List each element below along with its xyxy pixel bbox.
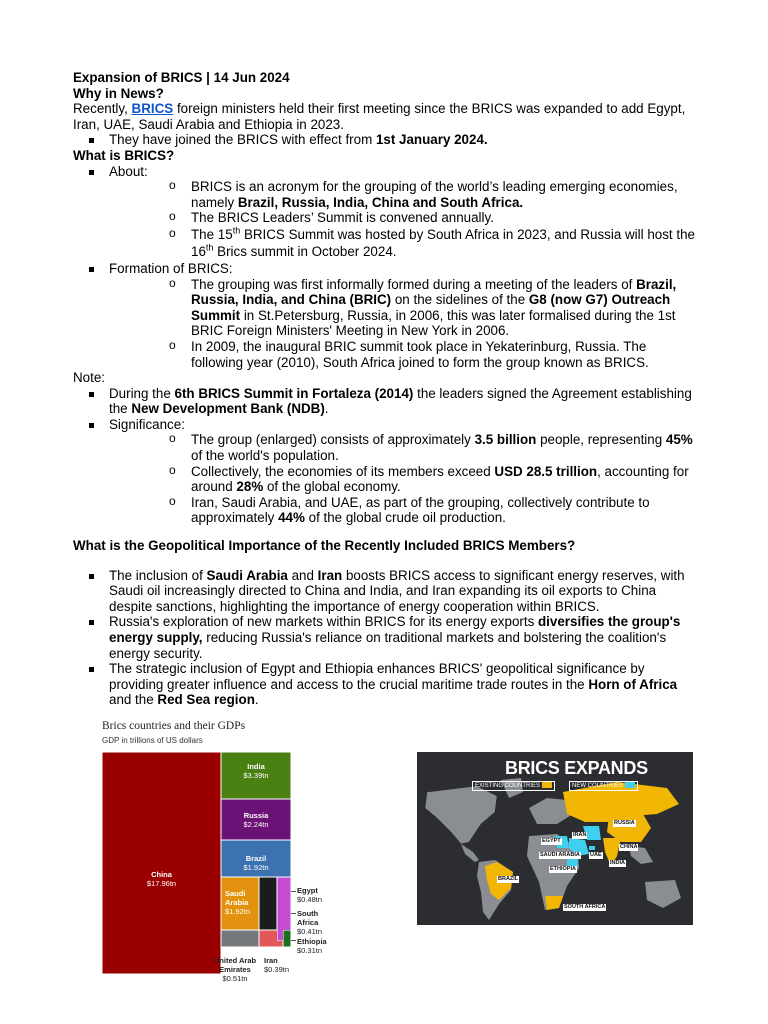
treemap-label-south-africa: South Africa $0.41tn — [297, 909, 323, 936]
central-america-shape — [461, 844, 479, 862]
geo-heading: What is the Geopolitical Importance of the Recently Included BRICS Members? — [73, 538, 576, 554]
list-item: o In 2009, the inaugural BRIC summit took place in Yekaterinburg, Russia. The following year (2010), South Africa joined to form the group known as BRICS. — [145, 339, 698, 370]
treemap-value: $17.96tn — [146, 879, 177, 888]
existing-swatch-icon — [542, 782, 552, 788]
map-label-south-africa: SOUTH AFRICA — [564, 904, 606, 910]
map-label-china: CHINA — [620, 844, 638, 850]
treemap-connector — [291, 940, 296, 941]
treemap-value: $1.92tn — [225, 907, 251, 916]
map-label-saudi-arabia: SAUDI ARABIA — [540, 852, 580, 858]
list-item: o The group (enlarged) consists of approximately 3.5 billion people, representing 45% of the world's population. — [145, 432, 698, 463]
map-label-egypt: EGYPT — [542, 838, 561, 844]
list-item: o BRICS is an acronym for the grouping of the world’s leading emerging economies, namely Brazil, Russia, India, China and South Africa. — [145, 179, 698, 210]
list-item: During the 6th BRICS Summit in Fortaleza (2014) the leaders signed the Agreement establishing the New Development Bank (NDB). — [73, 386, 698, 417]
treemap-name: India — [247, 762, 265, 771]
list-item: Significance: o The group (enlarged) consists of approximately 3.5 billion people, representing 45% of the world's population. o Collectively, the economies of its members exceed USD 28.5 trillion, accounting for around 28% of the global economy. o Iran, Saudi Arabia, and UAE, as part of the grouping, collectively contribute to approximately 44% of the global crude oil production. — [73, 417, 698, 526]
list-item: They have joined the BRICS with effect from 1st January 2024. — [73, 132, 698, 148]
why-heading: Why in News? — [73, 85, 164, 101]
treemap-label-egypt: Egypt $0.48tn — [297, 886, 323, 904]
list-item: o The BRICS Leaders’ Summit is convened annually. — [145, 210, 698, 226]
treemap-value: $1.92tn — [243, 863, 269, 872]
why-list — [73, 132, 698, 148]
treemap-connector — [291, 913, 296, 914]
brics-link[interactable]: BRICS — [131, 101, 174, 117]
chart-title: Brics countries and their GDPs — [102, 720, 246, 732]
treemap-value: $2.24tn — [243, 820, 269, 829]
chart-subtitle: GDP in trillions of US dollars — [102, 736, 203, 745]
treemap-cell-brazil — [221, 840, 291, 877]
treemap-connector — [291, 891, 296, 892]
document-body — [73, 70, 698, 708]
legend-existing: EXISTING COUNTRIES — [472, 781, 555, 791]
list-item: o Iran, Saudi Arabia, and UAE, as part of the grouping, collectively contribute to approximately 44% of the global crude oil production. — [145, 495, 698, 526]
list-item: Formation of BRICS: o The grouping was first informally formed during a meeting of the leaders of Brazil, Russia, India, and China (BRIC) on the sidelines of the G8 (now G7) Outreach Summit in St.Petersburg, Russia, in 2006, this was later formalised during the 1st BRIC Foreign Ministers' Meeting in New York in 2006. o In 2009, the inaugural BRIC summit took place in Yekaterinburg, Russia. The following year (2010), South Africa joined to form the group known as BRICS. — [73, 261, 698, 370]
list-item: The strategic inclusion of Egypt and Ethiopia enhances BRICS' geopolitical significance by providing greater influence and access to the crucial maritime trade routes in the Horn of Africa and the Red Sea region. — [73, 661, 698, 708]
legend-new: NEW COUNTRIES — [569, 781, 638, 791]
treemap-name: China — [151, 870, 172, 879]
treemap-cell-ethiopia — [283, 930, 291, 947]
gdp-treemap — [102, 718, 342, 988]
note-list — [73, 386, 698, 526]
list-item: o Collectively, the economies of its members exceed USD 28.5 trillion, accounting for around 28% of the global economy. — [145, 464, 698, 495]
map-label-brazil: BRAZIL — [498, 876, 519, 882]
doc-title: Expansion of BRICS | 14 Jun 2024 — [73, 70, 290, 85]
treemap-label-iran: Iran $0.39tn — [264, 956, 290, 974]
treemap-cell-saudi-arabia: Saudi Arabia $1.92tn — [221, 877, 259, 930]
what-list — [73, 164, 698, 371]
treemap-cell-egypt — [259, 877, 277, 930]
map-label-uae: UAE — [590, 852, 602, 858]
treemap-label-ethiopia: Ethiopia $0.31tn — [297, 937, 327, 955]
treemap-cell-united-arab-emirates — [221, 930, 259, 947]
list-item: The inclusion of Saudi Arabia and Iran boosts BRICS access to significant energy reserves, with Saudi oil increasingly directed to China and India, and Iran expanding its oil exports to China despite sanctions, highlighting the importance of energy cooperation within BRICS. — [73, 568, 698, 615]
map-label-ethiopia: ETHIOPIA — [550, 866, 576, 872]
treemap-label-united-arab-emirates: United Arab Emirates $0.51tn — [213, 956, 257, 983]
treemap-name: Russia — [243, 811, 269, 820]
list-item: o The 15th BRICS Summit was hosted by South Africa in 2023, and Russia will host the 16th Brics summit in October 2024. — [145, 226, 698, 261]
map-label-iran: IRAN — [573, 832, 587, 838]
note-label: Note: — [73, 370, 106, 386]
list-item: o The grouping was first informally formed during a meeting of the leaders of Brazil, Russia, India, and China (BRIC) on the sidelines of the G8 (now G7) Outreach Summit in St.Petersburg, Russia, in 2006, this was later formalised during the 1st BRIC Foreign Ministers' Meeting in New York in 2006. — [145, 277, 698, 339]
brics-map — [417, 752, 693, 925]
china-shape — [607, 814, 651, 842]
treemap-cell-india — [221, 752, 291, 799]
south-africa-shape — [545, 896, 563, 910]
why-paragraph: Recently, BRICS foreign ministers held their first meeting since the BRICS was expanded to add Egypt, Iran, UAE, Saudi Arabia and Ethiopia in 2023. — [73, 101, 686, 132]
what-heading: What is BRICS? — [73, 147, 175, 163]
map-title: BRICS EXPANDS — [505, 758, 648, 778]
map-label-india: INDIA — [610, 860, 625, 866]
new-swatch-icon — [625, 782, 635, 788]
treemap-value: $3.39tn — [243, 771, 269, 780]
treemap-cell-china — [102, 752, 221, 974]
north-america-shape — [425, 786, 497, 844]
australia-shape — [645, 880, 681, 908]
map-label-russia: RUSSIA — [614, 820, 635, 826]
list-item: About: o BRICS is an acronym for the grouping of the world’s leading emerging economies, namely Brazil, Russia, India, China and South Africa. o The BRICS Leaders’ Summit is convened annually. o The 15th BRICS Summit was hosted by South Africa in 2023, and Russia will host the 16th Brics summit in October 2024. — [73, 164, 698, 261]
uae-shape — [589, 846, 595, 850]
treemap-name: Brazil — [245, 854, 267, 863]
list-item: Russia's exploration of new markets within BRICS for its energy exports diversifies the group's energy supply, reducing Russia's reliance on traditional markets and bolstering the coalition's energy security. — [73, 614, 698, 661]
geo-list — [73, 568, 698, 708]
treemap-cell-russia — [221, 799, 291, 840]
